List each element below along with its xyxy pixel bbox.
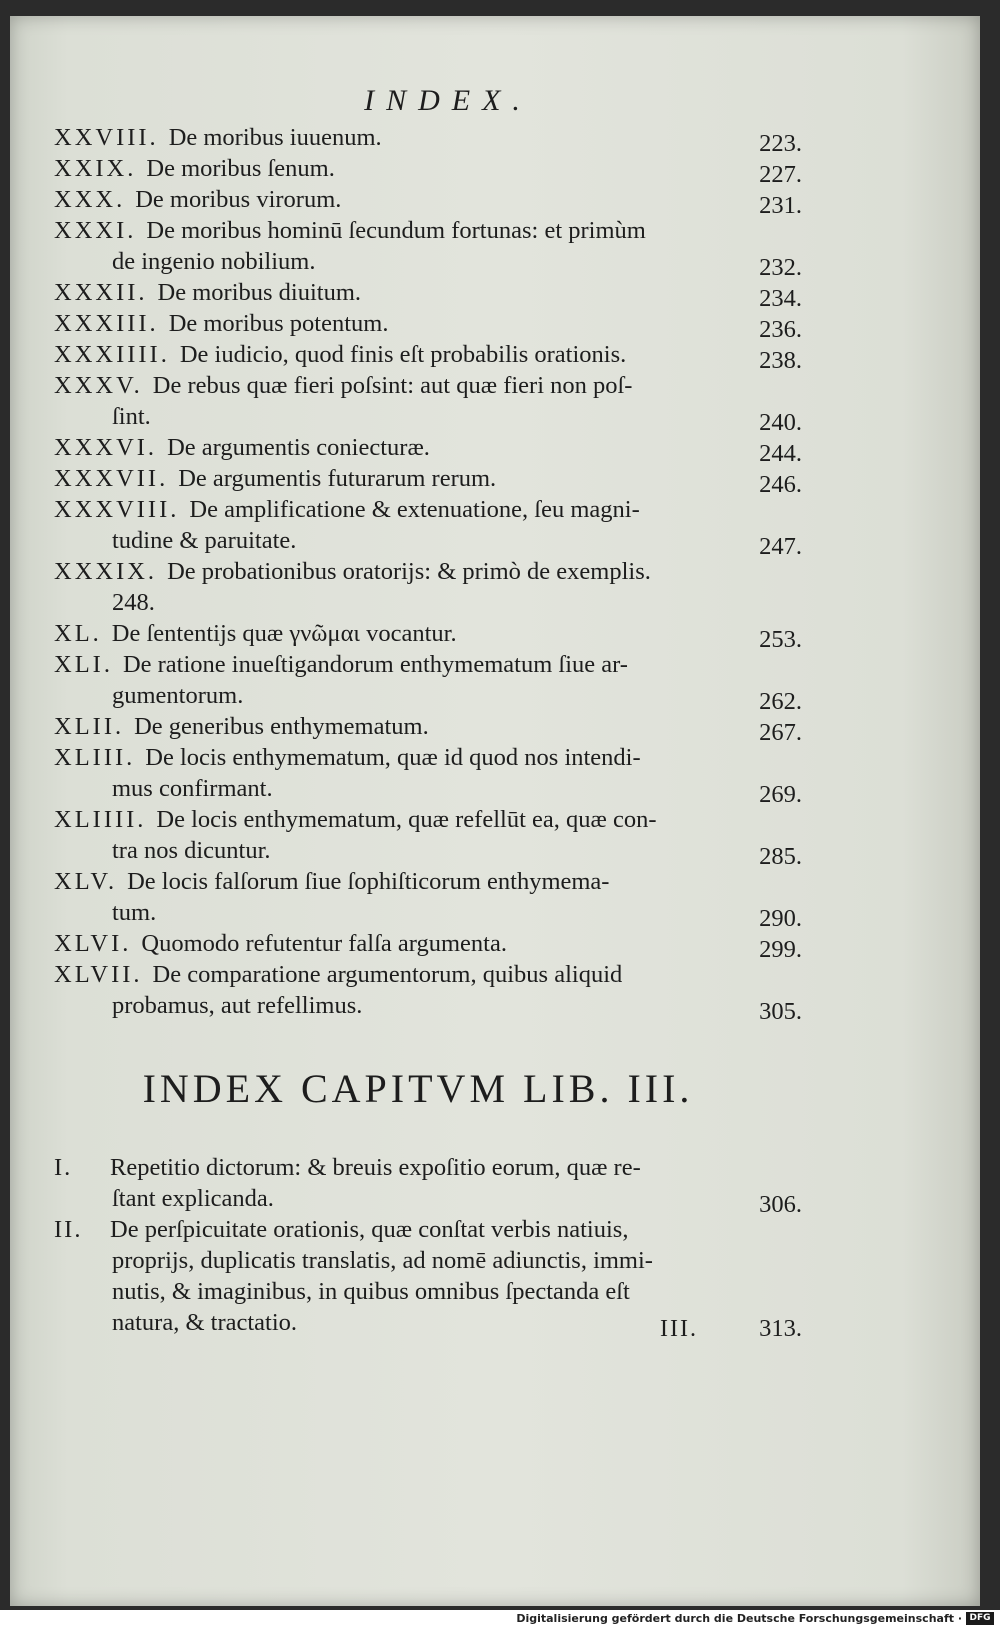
entry-text: De argumentis futurarum rerum. xyxy=(178,465,497,492)
chapter-numeral: XLI. xyxy=(54,651,113,678)
page-number: 313. xyxy=(759,1315,802,1342)
entry-text: De comparatione argumentorum, quibus aliquid xyxy=(152,961,623,988)
entry-line xyxy=(54,556,802,587)
catchword: III. xyxy=(660,1316,698,1342)
page-number: 223. xyxy=(759,130,802,157)
chapter-numeral: XXX. xyxy=(54,186,126,213)
page-number: 299. xyxy=(759,936,802,963)
entry-text: De moribus ſenum. xyxy=(146,155,335,182)
entry-text: de ingenio nobilium. xyxy=(112,248,316,275)
chapter-numeral: XL. xyxy=(54,620,102,647)
entry-text: tum. xyxy=(112,899,157,926)
chapter-numeral: XXXIIII. xyxy=(54,341,170,368)
chapter-numeral: XXIX. xyxy=(54,155,137,182)
entry-text: De ſententijs quæ γνῶμαι vocantur. xyxy=(111,620,457,647)
index-entry xyxy=(54,308,802,343)
chapter-numeral: XXXVIII. xyxy=(54,496,180,523)
entry-text: probamus, aut refellimus. xyxy=(112,992,363,1019)
index-entry xyxy=(54,370,802,436)
entry-line xyxy=(54,525,802,560)
entry-line xyxy=(54,990,802,1025)
entry-line xyxy=(54,649,802,680)
chapter-numeral: XLII. xyxy=(54,713,125,740)
index-entry xyxy=(54,1152,802,1218)
entry-text: ſint. xyxy=(112,403,151,430)
page-number: 240. xyxy=(759,409,802,436)
entry-text: De locis falſorum ſiue ſophiſticorum enthymema- xyxy=(127,868,610,895)
index-entry xyxy=(54,618,802,653)
entry-text: tudine & paruitate. xyxy=(112,527,297,554)
entry-line xyxy=(54,494,802,525)
entry-line xyxy=(54,1245,802,1276)
entry-line xyxy=(54,587,802,618)
entry-line xyxy=(54,928,802,963)
entry-text: De moribus diuitum. xyxy=(157,279,362,306)
entry-text: De moribus virorum. xyxy=(135,186,342,213)
entry-line xyxy=(54,432,802,467)
entry-line xyxy=(54,804,802,835)
entry-line xyxy=(54,153,802,188)
index-entry xyxy=(54,184,802,219)
entry-text: De moribus iuuenum. xyxy=(168,124,382,151)
running-head: INDEX. xyxy=(364,84,532,117)
chapter-numeral: I. xyxy=(54,1154,73,1181)
entry-line xyxy=(54,122,802,157)
chapter-numeral: XXXI. xyxy=(54,217,137,244)
entry-text: De moribus hominū ſecundum fortunas: et primùm xyxy=(146,217,646,244)
page-number: 305. xyxy=(759,998,802,1025)
entry-line xyxy=(54,1214,802,1245)
lib3-index-list xyxy=(54,1152,802,1342)
index-entry xyxy=(54,804,802,870)
entry-text: De ratione inueſtigandorum enthymematum ſiue ar- xyxy=(122,651,628,678)
entry-line xyxy=(54,742,802,773)
page-number: 232. xyxy=(759,254,802,281)
entry-line xyxy=(54,1183,802,1218)
entry-line xyxy=(54,1276,802,1307)
index-entry xyxy=(54,649,802,715)
chapter-numeral: XLVII. xyxy=(54,961,143,988)
page-number: 267. xyxy=(759,719,802,746)
entry-line xyxy=(54,463,802,498)
index-entry xyxy=(54,494,802,560)
entry-line xyxy=(54,959,802,990)
entry-line xyxy=(54,773,802,808)
chapter-numeral: XXXIII. xyxy=(54,310,159,337)
page-number: 231. xyxy=(759,192,802,219)
chapter-numeral: XXXVI. xyxy=(54,434,158,461)
entry-text: proprijs, duplicatis translatis, ad nomē adiunctis, immi- xyxy=(112,1247,653,1274)
entry-text: De generibus enthymematum. xyxy=(134,713,429,740)
index-entry xyxy=(54,339,802,374)
entry-line xyxy=(54,308,802,343)
entry-line xyxy=(54,680,802,715)
index-entry xyxy=(54,556,802,618)
section-heading: INDEX CAPITVM LIB. III. xyxy=(142,1066,694,1111)
index-entry xyxy=(54,928,802,963)
dfg-logo: DFG xyxy=(966,1612,994,1625)
chapter-numeral: XXXIX. xyxy=(54,558,158,585)
index-entry xyxy=(54,959,802,1025)
page-number: 290. xyxy=(759,905,802,932)
entry-line xyxy=(54,339,802,374)
book-page xyxy=(10,16,980,1606)
entry-text: natura, & tractatio. xyxy=(112,1309,298,1336)
page-number: 306. xyxy=(759,1191,802,1218)
page-number: 238. xyxy=(759,347,802,374)
entry-text: De moribus potentum. xyxy=(168,310,389,337)
entry-text: ſtant explicanda. xyxy=(112,1185,274,1212)
page-number: 253. xyxy=(759,626,802,653)
entry-line xyxy=(54,277,802,312)
page-number: 246. xyxy=(759,471,802,498)
entry-line xyxy=(54,184,802,219)
entry-text: De rebus quæ fieri poſsint: aut quæ fieri non poſ- xyxy=(152,372,633,399)
chapter-numeral: XLV. xyxy=(54,868,118,895)
entry-text: 248. xyxy=(112,589,155,616)
entry-text: Repetitio dictorum: & breuis expoſitio eorum, quæ re- xyxy=(110,1154,641,1181)
index-entry xyxy=(54,742,802,808)
entry-text: nutis, & imaginibus, in quibus omnibus ſpectanda eſt xyxy=(112,1278,630,1305)
index-entry xyxy=(54,277,802,312)
chapter-numeral: XXXV. xyxy=(54,372,143,399)
entry-line xyxy=(54,866,802,897)
entry-text: mus confirmant. xyxy=(112,775,273,802)
page-number: 234. xyxy=(759,285,802,312)
chapter-numeral: XLIIII. xyxy=(54,806,147,833)
entry-text: De locis enthymematum, quæ refellūt ea, quæ con- xyxy=(156,806,657,833)
index-entry xyxy=(54,122,802,157)
entry-line xyxy=(54,215,802,246)
entry-line xyxy=(54,401,802,436)
index-text-block xyxy=(54,84,802,1342)
entry-text: De perſpicuitate orationis, quæ conſtat verbis natiuis, xyxy=(110,1216,629,1243)
entry-line xyxy=(54,711,802,746)
entry-text: De iudicio, quod finis eſt probabilis orationis. xyxy=(179,341,627,368)
index-entry xyxy=(54,866,802,932)
chapter-numeral: XXXII. xyxy=(54,279,148,306)
entry-text: De amplificatione & extenuatione, ſeu magni- xyxy=(189,496,640,523)
entry-text: tra nos dicuntur. xyxy=(112,837,271,864)
entry-text: De locis enthymematum, quæ id quod nos intendi- xyxy=(145,744,641,771)
page-number: 247. xyxy=(759,533,802,560)
entry-text: De probationibus oratorijs: & primò de exemplis. xyxy=(167,558,651,585)
page-number: 262. xyxy=(759,688,802,715)
page-number: 269. xyxy=(759,781,802,808)
chapter-numeral: XXXVII. xyxy=(54,465,169,492)
lib2-index-list xyxy=(54,122,802,1025)
index-entry xyxy=(54,153,802,188)
chapter-numeral: XLVI. xyxy=(54,930,132,957)
index-entry xyxy=(54,711,802,746)
entry-line xyxy=(54,370,802,401)
footer-credit: Digitalisierung gefördert durch die Deutsche Forschungsgemeinschaft · xyxy=(516,1612,962,1625)
page-number: 236. xyxy=(759,316,802,343)
chapter-numeral: XXVIII. xyxy=(54,124,159,151)
entry-line xyxy=(54,246,802,281)
entry-line xyxy=(54,835,802,870)
chapter-numeral: XLIII. xyxy=(54,744,136,771)
entry-line xyxy=(54,618,802,653)
entry-text: Quomodo refutentur falſa argumenta. xyxy=(141,930,507,957)
index-entry xyxy=(54,432,802,467)
index-entry xyxy=(54,463,802,498)
entry-line xyxy=(54,1152,802,1183)
index-entry xyxy=(54,215,802,281)
page-number: 227. xyxy=(759,161,802,188)
chapter-numeral: II. xyxy=(54,1216,83,1243)
entry-text: gumentorum. xyxy=(112,682,244,709)
page-number: 244. xyxy=(759,440,802,467)
entry-line xyxy=(54,897,802,932)
page-number: 285. xyxy=(759,843,802,870)
entry-text: De argumentis coniecturæ. xyxy=(167,434,430,461)
